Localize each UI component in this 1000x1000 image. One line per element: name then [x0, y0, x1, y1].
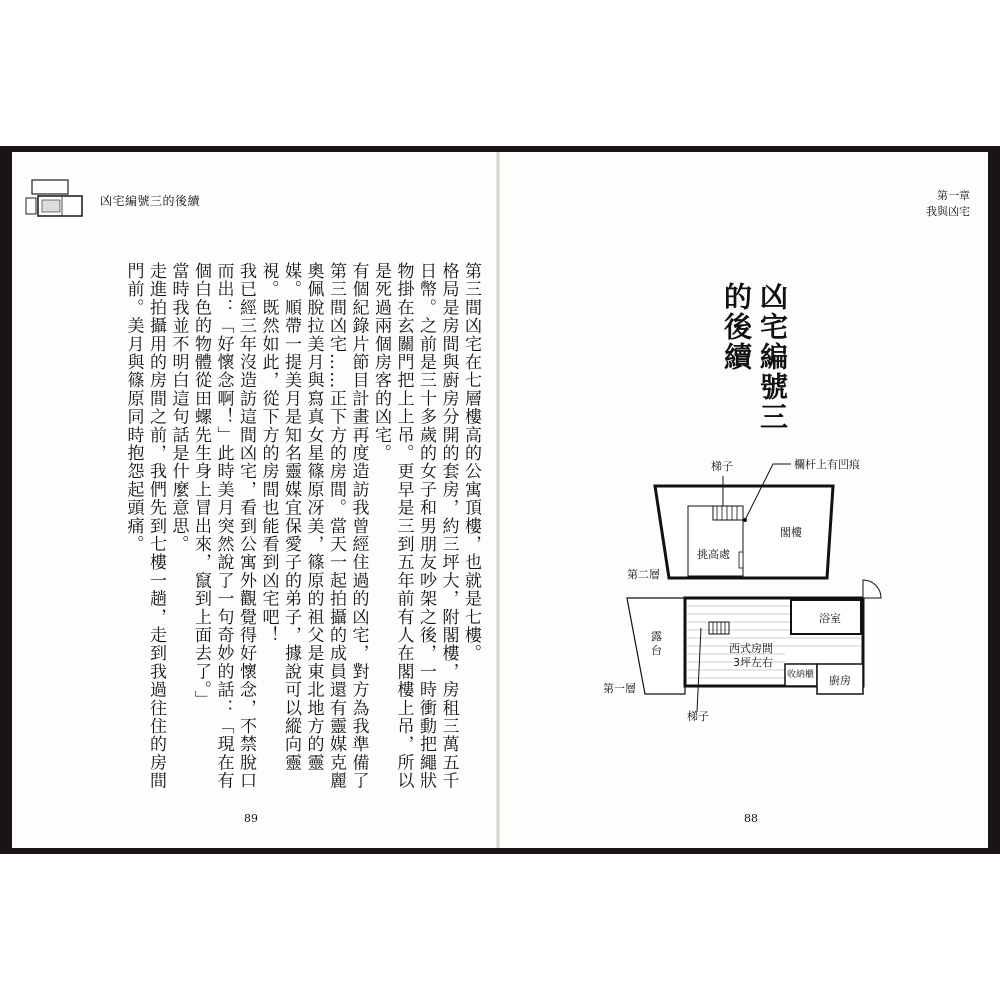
running-title: 凶宅編號三的後續 [100, 194, 201, 208]
page-number-right: 88 [744, 812, 758, 825]
first-floor-label: 第一層 [603, 682, 636, 695]
bathroom-label: 浴室 [819, 612, 841, 625]
second-floor-label: 第二層 [627, 568, 660, 581]
chapter-title-line: 凶宅編號三 [756, 282, 789, 432]
paragraph: 第三間凶宅在七層樓高的公寓頂樓，也就是七樓。 [461, 262, 481, 663]
chapter-subtitle: 我與凶宅 [926, 205, 970, 218]
void-label: 挑高處 [697, 548, 730, 561]
room-name-label: 西式房間 [729, 642, 773, 655]
chapter-title [718, 282, 790, 432]
paragraph: 當時我並不明白這句話是什麼意思。 [168, 262, 189, 554]
chapter-label: 第一章 [937, 189, 970, 202]
room-size-label: 3坪左右 [733, 656, 773, 669]
balcony-label-2: 台 [651, 644, 662, 657]
dent-note-label: 欄杆上有凹痕 [794, 458, 860, 471]
ladder-top-label: 梯子 [711, 460, 733, 473]
paragraph: 走進拍攝用的房間之前，我們先到七樓一趟，走到我過往住的房間門前。美月與篠原同時抱怨起頭痛。 [123, 262, 166, 790]
second-floor-outline [655, 486, 833, 578]
balcony-label-1: 露 [651, 630, 662, 643]
void-area [688, 506, 743, 576]
storage-label: 收納櫃 [787, 670, 815, 680]
door-swing [863, 580, 881, 598]
paragraph: 格局是房間與廚房分開的套房，約三坪大，附閣樓，房租三萬五千日幣。之前是三十多歲的女子和男朋友吵架之後，一時衝動把繩狀物掛在玄關門把上上吊。更早是三到五年前有人在閣樓上吊，所以是死過兩個房客的凶宅。 [371, 262, 459, 790]
kitchen-label: 廚房 [829, 674, 851, 687]
chapter-header [926, 188, 970, 220]
chapter-title-line: 的後續 [720, 282, 753, 372]
body-text [40, 262, 482, 802]
floor-plan-diagram [595, 450, 915, 740]
book-gutter [496, 152, 500, 848]
loft-label: 閣樓 [780, 526, 802, 539]
paragraph: 有個紀錄片節目計畫再度造訪我曾經住過的凶宅，對方為我準備了第三間凶宅……正下方的房間。當天一起拍攝的成員還有靈媒克麗奧佩脫拉美月與寫真女星篠原冴美，篠原的祖父是東北地方的靈媒。順帶一提美月是知名靈媒宜保愛子的弟子，據說可以縱向靈視。既然如此，從下方的房間也能看到凶宅吧！ [258, 262, 369, 790]
ladder-bottom-label: 梯子 [687, 710, 709, 723]
floor-plan-thumbnail [22, 172, 86, 222]
paragraph: 我已經三年沒造訪這間凶宅，看到公寓外觀覺得好懷念，不禁脫口而出：「好懷念啊！」此時美月突然說了一句奇妙的話：「現在有個白色的物體從田螺先生身上冒出來，竄到上面去了。」 [191, 262, 256, 790]
page-number-left: 89 [244, 812, 258, 825]
